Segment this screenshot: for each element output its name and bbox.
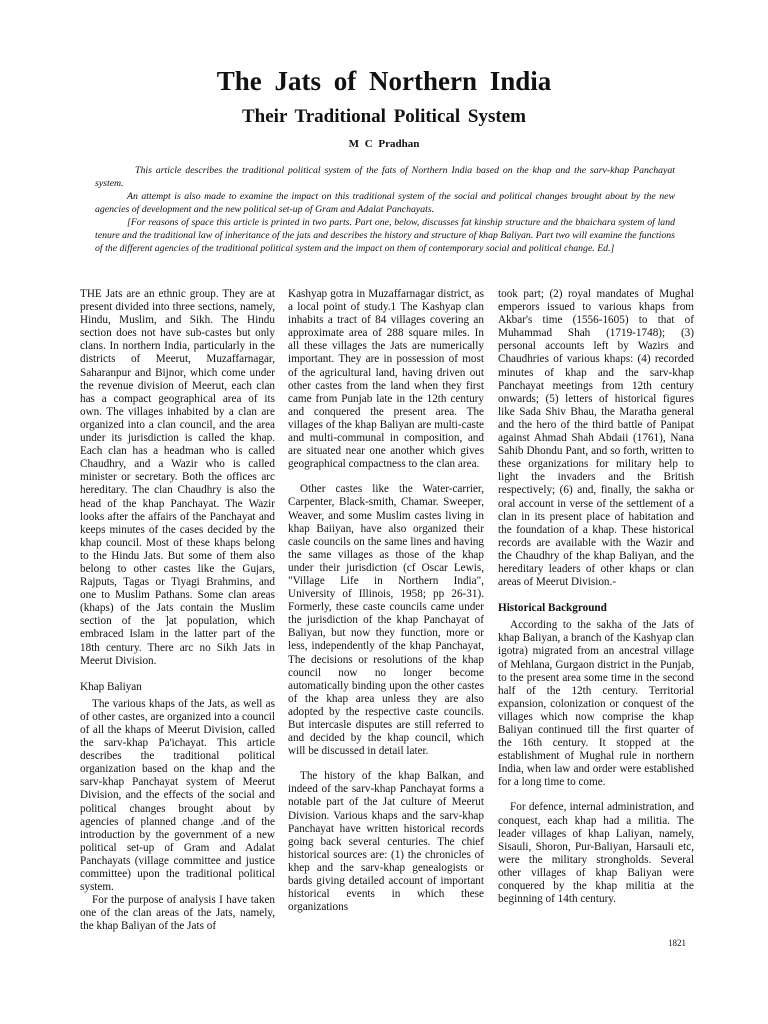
page-number: 1821 — [668, 938, 686, 948]
column-3 — [498, 288, 694, 978]
abstract-paragraph-3: [For reasons of space this article is printed in two parts. Part one, below, discusses fat kinship structure and the bhaichara system of land tenure and the traditional law of inheritance of the jats and describes the history and structure of khap Baliyan. Part two will examine the functions of the different agencies of the traditional political system and the impact on them of contemporary social and political change. Ed.] — [95, 217, 675, 254]
section-heading-historical-background: Historical Background — [498, 602, 607, 615]
abstract-paragraph-1: This article describes the traditional political system of the fats of Northern India based on the khap and the sarv-khap Panchayat system. — [95, 165, 675, 189]
article-title: The Jats of Northern India — [216, 66, 552, 96]
column-2-paragraph-3: The history of the khap Balkan, and indeed of the sarv-khap Panchayat forms a notable part of the Jat culture of Meerut Division. Various khaps and the sarv-khap Panchayat have written historical records going back several centuries. The chief historical sources are: (1) the chronicles of khep and the sarv-khap genealogists or bards giving detailed account of important historical events in which these organizations — [288, 770, 484, 914]
abstract-paragraph-2: An attempt is also made to examine the impact on this traditional system of the social and political changes brought about by the new agencies of development and the new political set-up of Gram and Adalat Panchayats. — [95, 191, 675, 215]
section-heading-khap-baliyan: Khap Baliyan — [80, 680, 142, 693]
column-3-paragraph-1: took part; (2) royal mandates of Mughal emperors issued to various khaps from Akbar's time (1556-1605) to that of Muhammad Shah (1719-1748); (3) personal accounts left by Wazirs and Chaudhries of various khaps: (4) recorded minutes of khap and the sarv-khap Panchayat meetings from 12th century onwards; (5) letters of historical figures like Sada Shiv Bhau, the Maratha general and the hero of the third battle of Panipat against Ahmad Shah Abdaii (1761), Nana Sahib Dhondu Pant, and so forth, written to these organizations for military help to light the invaders and the British respectively; (6) and, finally, the sakha or oral account in verse of the settlement of a clan in its present place of habitation and the foundation of a khap. These historical records are available with the Wazir and the Chaudhry of the khap Baliyan, and the hereditary leaders of other khaps or clan areas of Meerut Division.- — [498, 288, 694, 589]
column-2-paragraph-2: Other castes like the Water-carrier, Carpenter, Black-smith, Chamar. Sweeper, Weaver, and some Muslim castes living in khap Baiiyan, have also organized their casle councils on the same lines and having the same villages as those of the khap under their jurisdiction (cf Oscar Lewis, "Village Life in Northern India", University of Illinois, 1958; pp 26-31). Formerly, these caste councils came under the jurisdiction of the khap Panchayat of Baliyan, but now they function, more or less, independently of the khap Panchayat, The decisions or resolutions of the khap council now no longer become automatically binding upon the other castes of the khap area unless they are also adopted by the respective caste councils. But intercasle disputes are still referred to and decided by the khap council, which will be discussed in detail later. — [288, 483, 484, 758]
column-1-paragraph-2: The various khaps of the Jats, as well as of other castes, are organized into a council of all the khaps of Meerut Division, called the sarv-khap Pa'ichayat. This article describes the traditional political organization based on the khap and the sarv-khap Panchayat system of Meerut Division, and the effects of the social and political changes brought about by agencies of planned change .and of the introduction by the government of a new political set-up of Gram and Adalat Panchayats (village committee and justice committee) upon the traditional political system. — [80, 697, 275, 894]
column-1-paragraph-1: THE Jats are an ethnic group. They are at present divided into three sections, namely, Hindu, Muslim, and Sikh. The Hindu section does not have sub-castes but only clans. In northern India, particularly in the districts of Meerut, Muzaffarnagar, Saharanpur and Bijnor, which come under the revenue division of Meerut, each clan has a compact geographical area of its own. The villages inhabited by a clan are organized into a clan council, and the area under its jurisdiction is called the khap. Each clan has a headman who is called Chaudhry, and a Wazir who is called minister or secretary. Both the offices arc hereditary. The clan Chaudhry is also the head of the khap Panchayat. The Wazir looks after the affairs of the Panchayat and keeps minutes of the cases decided by the khap council. Most of these khaps belong to the Hindu Jats. But some of them also belong to other castes like the Gujars, Rajputs, Tagas or Tiyagi Brahmins, and one to Muslim Pathans. Some clan areas (khaps) of the Jats contain the Muslim section of the ]at population, which embraced Islam in the latter part of the 18th century. There arc no Sikh Jats in Meerut Division. — [80, 288, 275, 667]
abstract — [95, 164, 675, 255]
column-3-paragraph-3: For defence, internal administration, and conquest, each khap had a militia. The leader villages of khap Laliyan, namely, Sisauli, Shoron, Pur-Baliyan, Harsauli etc, were the military strongholds. Several other villages of khap Baliyan were conquered by the khap militia at the beginning of 14th century. — [498, 801, 694, 906]
article-subtitle: Their Traditional Political System — [242, 106, 526, 127]
column-1-paragraph-3: For the purpose of analysis I have taken one of the clan areas of the Jats, namely, the khap Baliyan of the Jats of — [80, 894, 275, 933]
column-2 — [288, 288, 484, 978]
column-3-paragraph-2: According to the sakha of the Jats of khap Baliyan, a branch of the Kashyap clan igotra) migrated from an ancestral village of Mehlana, Gurgaon district in the Punjab, to the present area some time in the second half of the 12th century. Territorial expansion, colonization or conquest of the villages which now comprise the khap Baliyan continued till the first quarter of the 16th century. It stopped at the establishment of Mughal rule in northern India, when law and order were established for a long time to come. — [498, 619, 694, 789]
column-2-paragraph-1: Kashyap gotra in Muzaffarnagar district, as a local point of study.1 The Kashyap clan inhabits a tract of 84 villages covering an approximate area of 288 square miles. In all these villages the Jats are numerically important. They are in possession of most of the agricultural land, having driven out other castes from the land when they first came from Punjab late in the 12th century and conquered the present area. The villages of the khap Baliyan are multi-caste and multi-communal in composition, and are situated near one another which gives geographical compactness to the clan area. — [288, 288, 484, 471]
article-author: M C Pradhan — [348, 138, 420, 150]
column-1 — [80, 288, 275, 978]
